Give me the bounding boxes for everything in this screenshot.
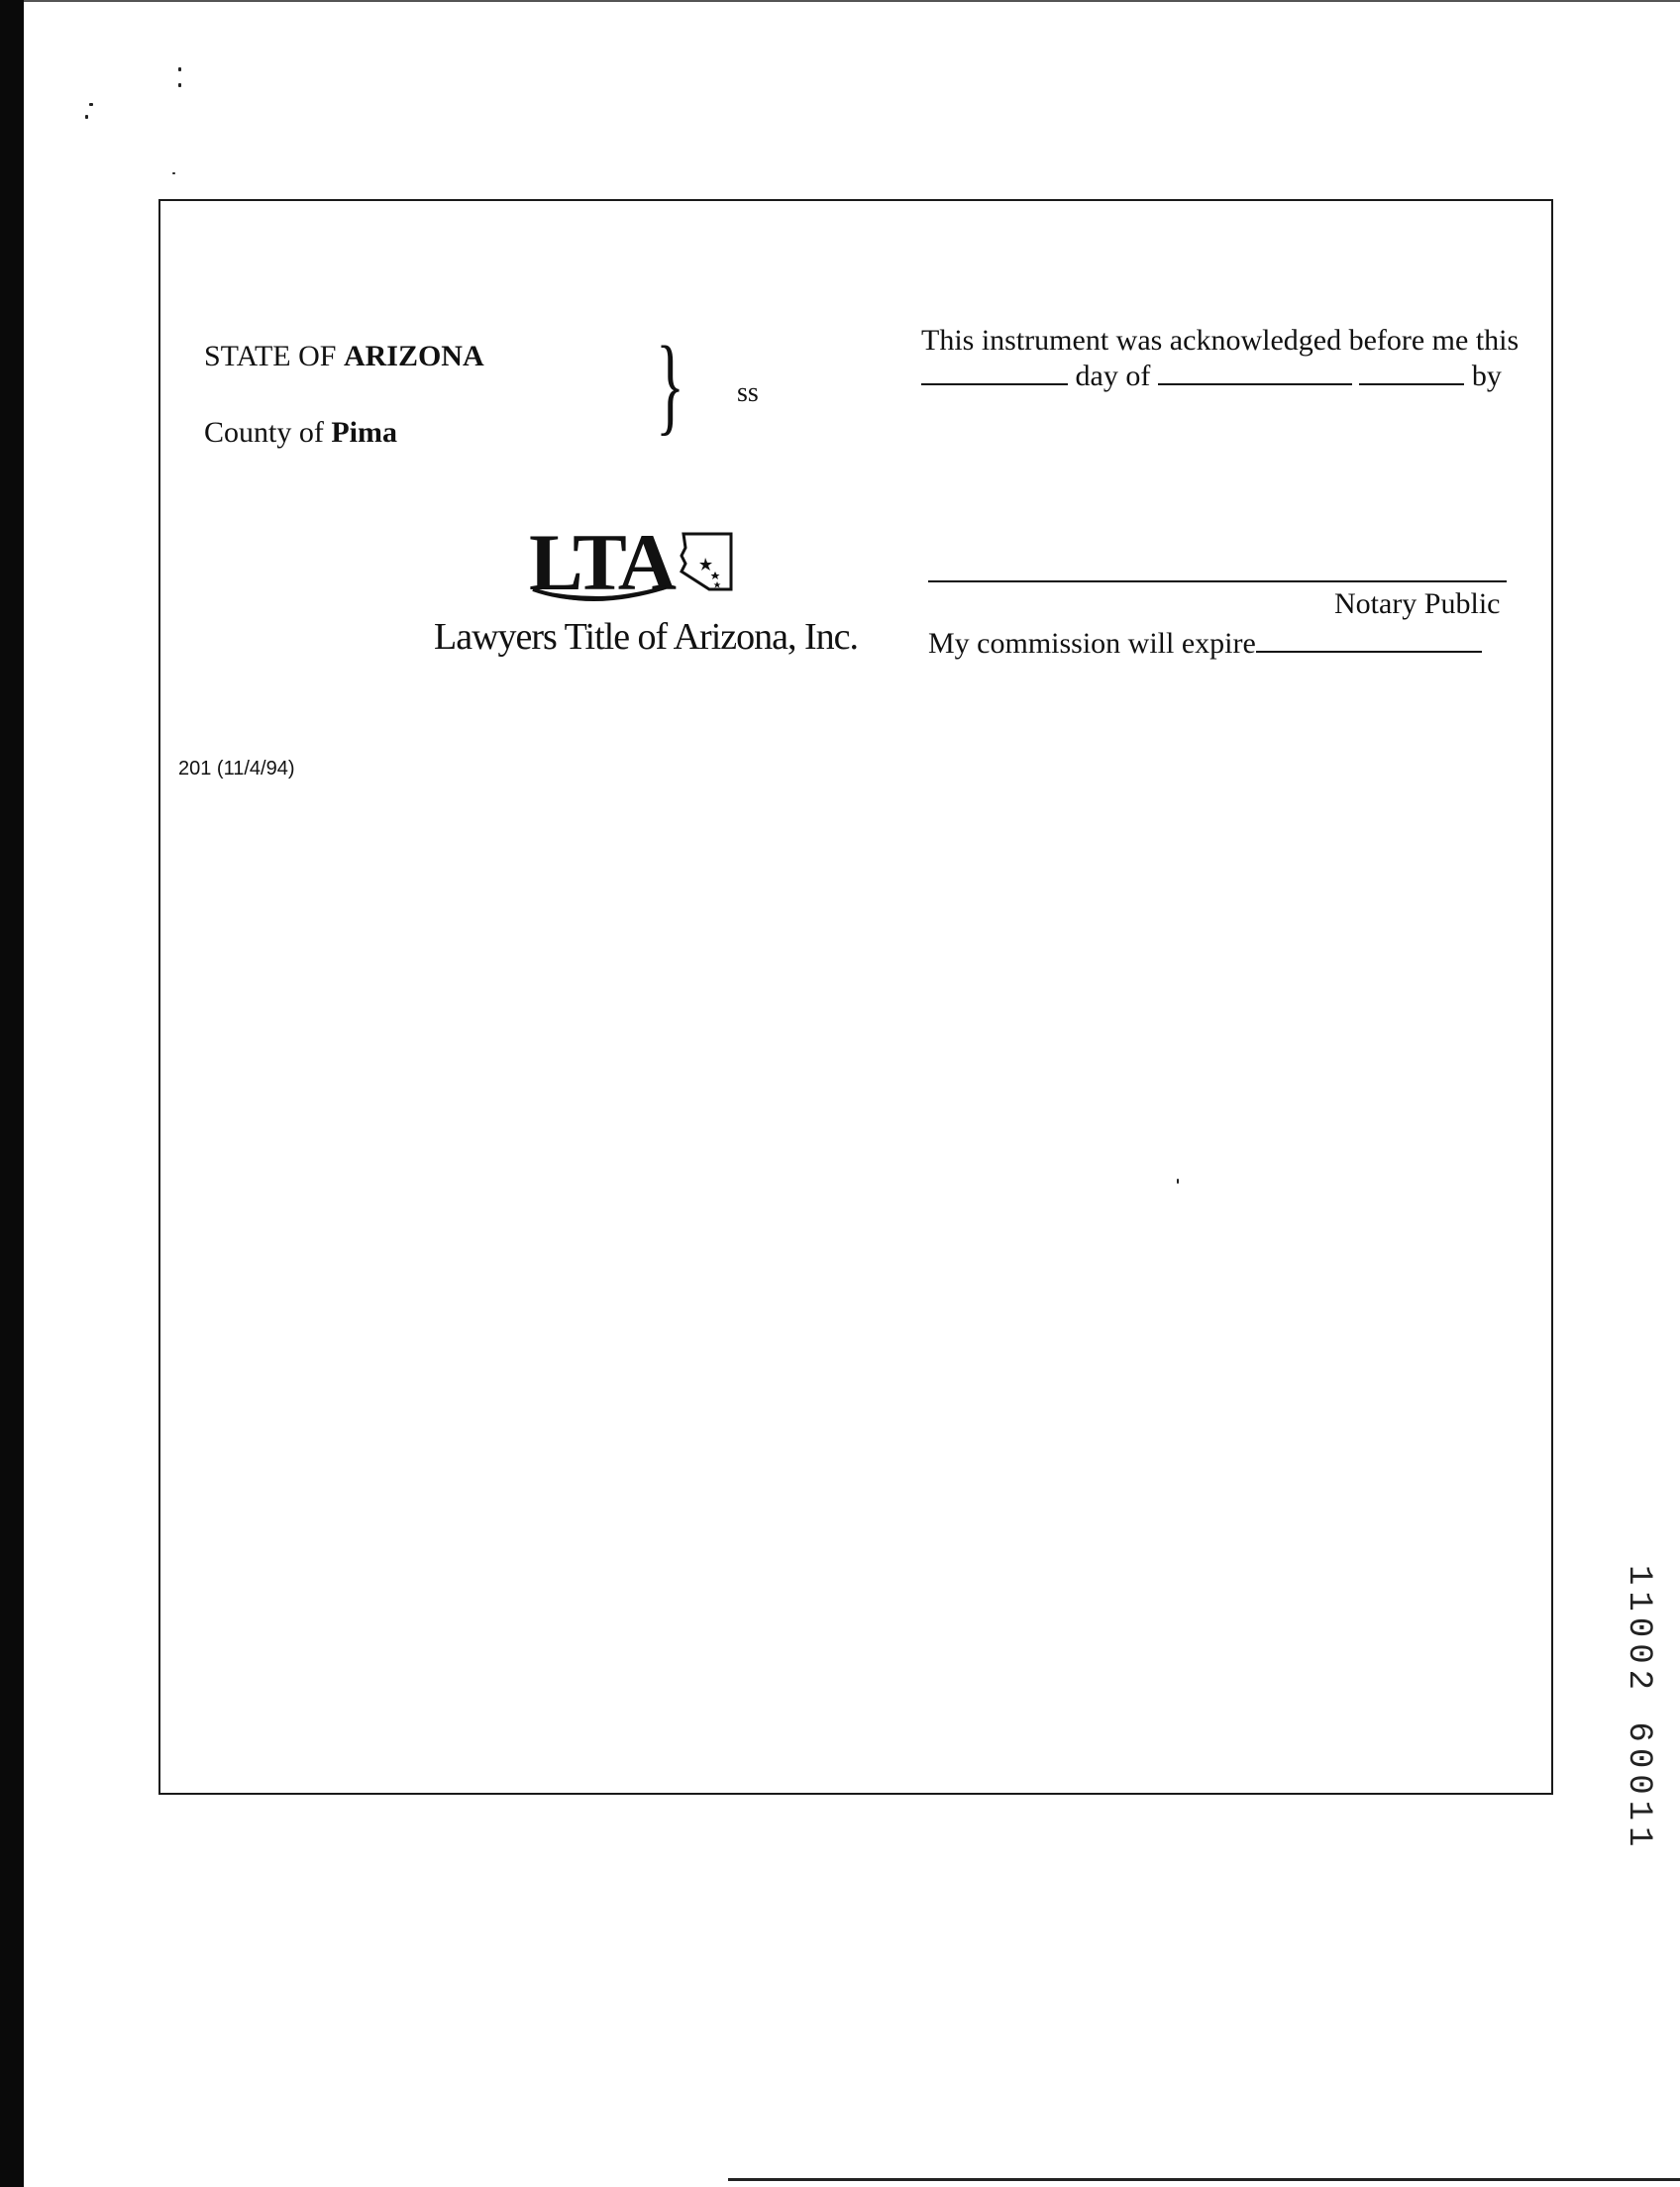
brace: } bbox=[656, 324, 685, 445]
document-stamp bbox=[1622, 1565, 1661, 1941]
acknowledgment-line: This instrument was acknowledged before me this bbox=[921, 324, 1520, 357]
logo-mark: LTA bbox=[529, 517, 674, 607]
scan-speck bbox=[172, 172, 175, 174]
by-label: by bbox=[1471, 360, 1502, 392]
county-value: Pima bbox=[331, 416, 397, 449]
logo-swoosh-icon bbox=[529, 583, 668, 613]
stamp-number: 11002 60011 bbox=[1620, 1565, 1657, 1853]
scan-left-edge bbox=[0, 0, 24, 2187]
county-label: County of bbox=[204, 416, 332, 449]
month-blank[interactable] bbox=[1158, 360, 1352, 385]
ss-label: ss bbox=[737, 377, 759, 408]
commission-line bbox=[928, 627, 1482, 661]
notary-signature-line[interactable] bbox=[928, 580, 1507, 582]
scan-top-edge bbox=[24, 0, 1680, 2]
logo-company-name: Lawyers Title of Arizona, Inc. bbox=[434, 616, 859, 658]
day-blank[interactable] bbox=[921, 360, 1068, 385]
acknowledgment-date-line bbox=[921, 360, 1502, 393]
state-value: ARIZONA bbox=[343, 340, 484, 372]
scan-bottom-rule bbox=[728, 2178, 1680, 2181]
scan-speck bbox=[178, 83, 181, 87]
scan-speck bbox=[85, 115, 88, 119]
scan-speck bbox=[89, 103, 93, 106]
form-number: 201 (11/4/94) bbox=[178, 758, 295, 780]
acknowledgment-form bbox=[158, 199, 1553, 1795]
year-blank[interactable] bbox=[1359, 360, 1464, 385]
notary-title: Notary Public bbox=[1334, 587, 1501, 620]
state-line bbox=[204, 340, 484, 373]
commission-label: My commission will expire bbox=[928, 627, 1256, 660]
arizona-state-icon bbox=[676, 528, 735, 593]
state-label: STATE OF bbox=[204, 340, 344, 372]
day-of-label: day of bbox=[1075, 360, 1151, 392]
commission-blank[interactable] bbox=[1256, 627, 1482, 653]
county-line bbox=[204, 416, 397, 450]
company-logo bbox=[269, 516, 864, 675]
scan-speck bbox=[178, 67, 181, 71]
